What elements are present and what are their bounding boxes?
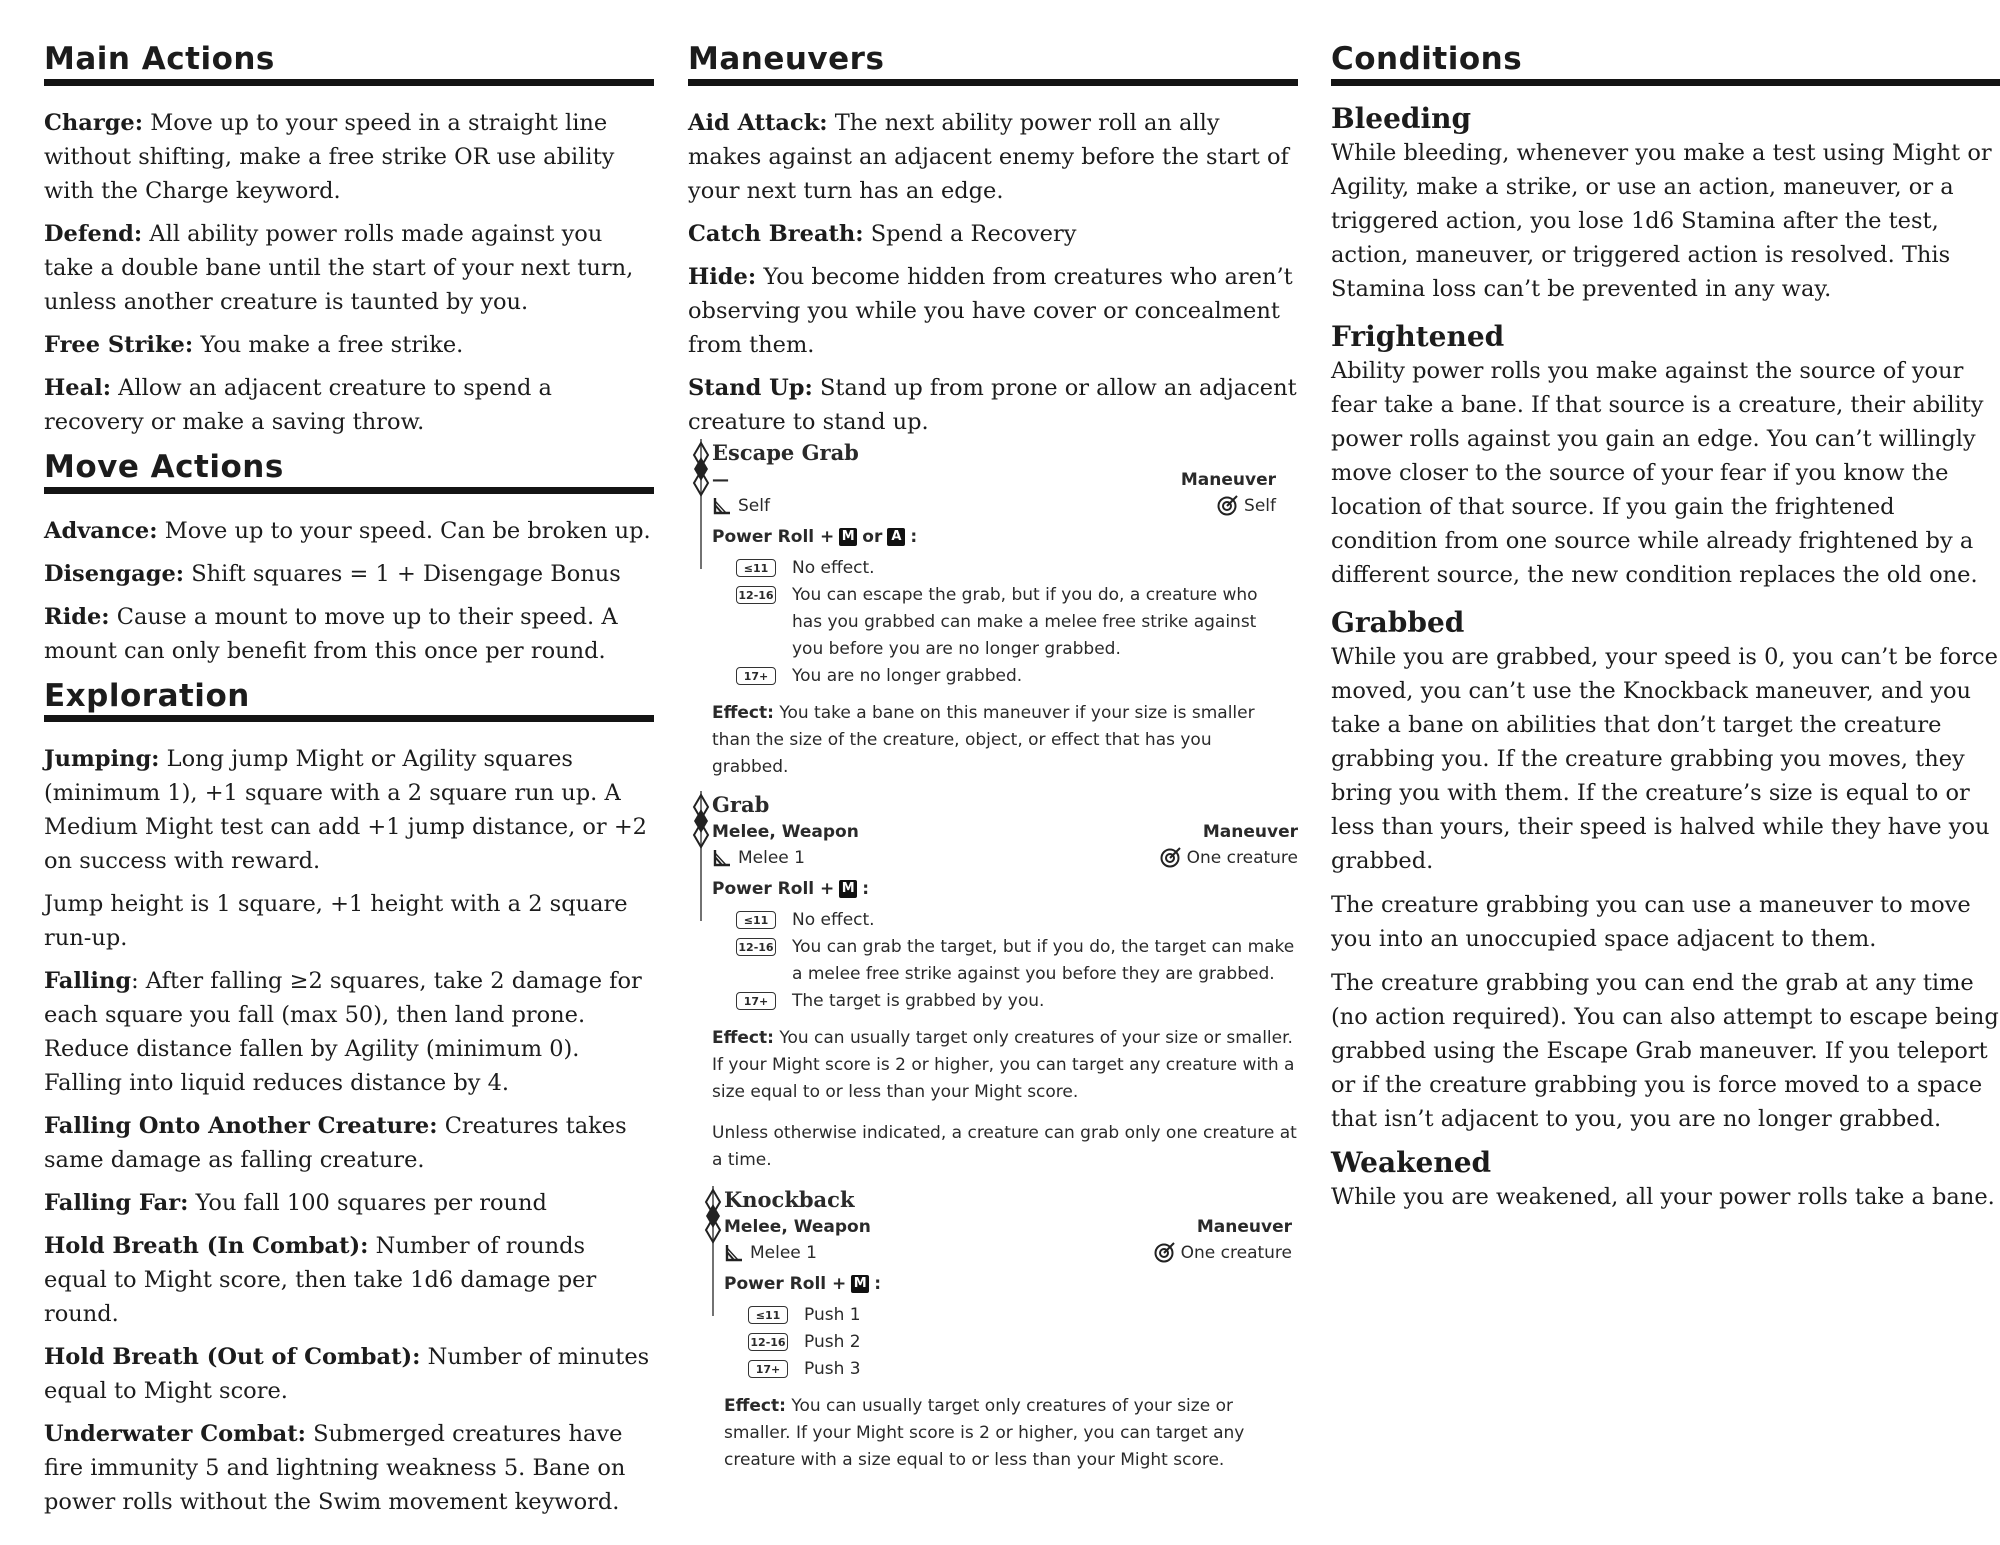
- power-roll-label: Power Roll +: [724, 1273, 847, 1294]
- tier-3-badge: 17+: [736, 992, 776, 1010]
- entry-text: Number of rounds equal to Might score, then take 1d6 damage per round.: [44, 1233, 597, 1328]
- main-action-entry: [44, 371, 654, 439]
- ability-keywords-row: [724, 1214, 1292, 1240]
- exploration-entry: [44, 1417, 654, 1519]
- tier-text: You are no longer grabbed.: [792, 665, 1023, 686]
- target-icon: [1216, 495, 1238, 517]
- target-icon: [1153, 1242, 1175, 1264]
- power-roll-label: Power Roll +: [712, 878, 835, 899]
- effect-label: Effect:: [724, 1395, 786, 1416]
- exploration-heading: Exploration: [44, 677, 654, 723]
- entry-term: Ride:: [44, 603, 110, 630]
- distance-icon: [724, 1243, 744, 1263]
- tier-row: [736, 907, 1298, 934]
- column-left: [44, 40, 654, 1528]
- tier-text: No effect.: [792, 557, 875, 578]
- entry-text: Cause a mount to move up to their speed. A mount can only benefit from this once per round.: [44, 603, 618, 664]
- ability-name: Grab: [712, 791, 770, 817]
- exploration-entry: [44, 742, 654, 878]
- tier-row: [736, 988, 1298, 1015]
- ability-target: Self: [1244, 495, 1276, 516]
- exploration-list: [44, 742, 654, 1519]
- tier-1-badge: ≤11: [736, 911, 776, 929]
- entry-text: Move up to your speed. Can be broken up.: [164, 517, 651, 544]
- tier-2-badge: 12-16: [736, 586, 776, 604]
- ability-distance-row: [712, 845, 1298, 871]
- main-actions-list: [44, 106, 654, 439]
- ability-keywords-row: [712, 819, 1298, 845]
- entry-term: Disengage:: [44, 560, 185, 587]
- ability-name: Escape Grab: [712, 439, 859, 465]
- entry-term: Free Strike:: [44, 331, 194, 358]
- entry-text: Spend a Recovery: [870, 220, 1077, 247]
- main-action-entry: [44, 217, 654, 319]
- ability-keywords: Melee, Weapon: [724, 1216, 871, 1237]
- conditions-heading: Conditions: [1331, 40, 2000, 86]
- column-right: [1331, 40, 2000, 1224]
- tier-row: [748, 1356, 1292, 1383]
- main-action-entry: [44, 106, 654, 208]
- ability-effect: [712, 1025, 1298, 1106]
- move-action-entry: [44, 514, 654, 548]
- exploration-entry: [44, 1340, 654, 1408]
- ability-rail-ornament: [702, 1186, 724, 1316]
- entry-term: Charge:: [44, 109, 144, 136]
- tier-text: Push 2: [804, 1331, 861, 1352]
- entry-text: Number of minutes equal to Might score.: [44, 1344, 650, 1405]
- move-actions-heading: Move Actions: [44, 448, 654, 494]
- ability-type: Maneuver: [1196, 1216, 1292, 1237]
- entry-term: Falling Onto Another Creature:: [44, 1113, 438, 1140]
- entry-term: Jumping:: [44, 746, 160, 773]
- distance-icon: [712, 496, 732, 516]
- exploration-entry: [44, 887, 654, 955]
- move-action-entry: [44, 600, 654, 668]
- condition-name: Grabbed: [1331, 605, 1465, 639]
- exploration-entry: [44, 1109, 654, 1177]
- exploration-entry: [44, 1229, 654, 1331]
- condition-text: The creature grabbing you can end the grab at any time (no action required). You can also attempt to escape being grabbed using the Escape Grab maneuver. If you teleport or if the creature grabbing you is force moved to a space that isn’t adjacent to you, you are no longer grabbed.: [1331, 969, 1999, 1132]
- maneuver-entry: [688, 217, 1298, 251]
- entry-term: Underwater Combat:: [44, 1421, 306, 1448]
- characteristic-agility-icon: A: [887, 528, 905, 546]
- effect-text: You can usually target only creatures of your size or smaller. If your Might score is 2 or higher, you can target any creature with a size equal to or less than your Might score.: [724, 1395, 1245, 1470]
- ability-card-grab: [688, 791, 1298, 1174]
- entry-term: Falling: [44, 968, 132, 995]
- ability-name: Knockback: [724, 1186, 855, 1212]
- condition-bleeding: [1331, 102, 2000, 306]
- entry-term: Heal:: [44, 374, 112, 401]
- tier-text: Push 1: [804, 1304, 861, 1325]
- entry-term: Stand Up:: [688, 374, 813, 401]
- ability-effect: [712, 700, 1276, 781]
- power-roll-label: Power Roll +: [712, 526, 835, 547]
- tier-text: You can escape the grab, but if you do, a creature who has you grabbed can make a melee free strike against you before you are no longer grabbed.: [792, 584, 1258, 659]
- characteristic-might-icon: M: [851, 1275, 869, 1293]
- condition-name: Weakened: [1331, 1145, 1492, 1179]
- condition-text: While you are weakened, all your power rolls take a bane.: [1331, 1183, 1995, 1210]
- condition-text: While you are grabbed, your speed is 0, you can’t be force moved, you can’t use the Knockback maneuver, and you take a bane on abilities that don’t target the creature grabbing you. If the creature grabbing you moves, they bring you with them. If the creature’s size is equal to or less than yours, their speed is halved while they have you grabbed.: [1331, 643, 1998, 874]
- ability-effect: [724, 1393, 1292, 1474]
- entry-text: Shift squares = 1 + Disengage Bonus: [191, 560, 621, 587]
- tier-text: The target is grabbed by you.: [792, 990, 1045, 1011]
- tier-3-badge: 17+: [736, 667, 776, 685]
- entry-text: Allow an adjacent creature to spend a recovery or make a saving throw.: [44, 374, 552, 435]
- condition-name: Frightened: [1331, 319, 1505, 353]
- power-roll-join: or: [862, 526, 883, 547]
- ability-type: Maneuver: [1202, 821, 1298, 842]
- ability-distance-row: [712, 493, 1276, 519]
- tier-row: [736, 934, 1298, 988]
- entry-term: Hold Breath (Out of Combat):: [44, 1344, 421, 1371]
- tier-text: Push 3: [804, 1358, 861, 1379]
- maneuvers-heading: Maneuvers: [688, 40, 1298, 86]
- ability-target: One creature: [1180, 1242, 1292, 1263]
- main-action-entry: [44, 328, 654, 362]
- entry-term: Hold Breath (In Combat):: [44, 1233, 369, 1260]
- tier-text: No effect.: [792, 909, 875, 930]
- tier-2-badge: 12-16: [748, 1333, 788, 1351]
- ability-keywords-row: [712, 467, 1276, 493]
- maneuver-entry: [688, 260, 1298, 362]
- entry-text: The next ability power roll an ally makes against an adjacent enemy before the start of your next turn has an edge.: [688, 109, 1289, 204]
- condition-frightened: [1331, 320, 2000, 592]
- entry-term: Advance:: [44, 517, 158, 544]
- entry-text: You make a free strike.: [200, 331, 464, 358]
- power-roll-line: Power Roll + M or A :: [712, 526, 918, 547]
- effect-label: Effect:: [712, 1027, 774, 1048]
- tier-1-badge: ≤11: [748, 1306, 788, 1324]
- tier-1-badge: ≤11: [736, 559, 776, 577]
- tier-2-badge: 12-16: [736, 938, 776, 956]
- power-roll-line: Power Roll + M :: [724, 1273, 882, 1294]
- ability-keywords: —: [712, 469, 729, 490]
- condition-name: Bleeding: [1331, 101, 1472, 135]
- tier-row: [736, 582, 1276, 663]
- entry-text: Submerged creatures have fire immunity 5 and lightning weakness 5. Bane on power rolls without the Swim movement keyword.: [44, 1421, 626, 1516]
- characteristic-might-icon: M: [839, 880, 857, 898]
- tier-row: [748, 1302, 1292, 1329]
- exploration-entry: [44, 1186, 654, 1220]
- entry-text: You become hidden from creatures who aren’t observing you while you have cover or concealment from them.: [688, 263, 1293, 358]
- effect-text: You can usually target only creatures of your size or smaller. If your Might score is 2 or higher, you can target any creature with a size equal to or less than your Might score.: [712, 1027, 1295, 1102]
- entry-text: Jump height is 1 square, +1 height with a 2 square run-up.: [44, 891, 628, 952]
- ability-distance: Melee 1: [750, 1242, 817, 1263]
- tier-row: [736, 663, 1276, 690]
- target-icon: [1159, 847, 1181, 869]
- entry-term: Falling Far:: [44, 1190, 189, 1217]
- entry-text: You fall 100 squares per round: [195, 1190, 547, 1217]
- move-actions-list: [44, 514, 654, 668]
- maneuver-entry: [688, 371, 1298, 439]
- exploration-entry: [44, 964, 654, 1100]
- ability-target: One creature: [1186, 847, 1298, 868]
- tier-3-badge: 17+: [748, 1360, 788, 1378]
- entry-text: Creatures takes same damage as falling creature.: [44, 1113, 627, 1174]
- ability-rail-ornament: [690, 439, 712, 569]
- ability-distance: Melee 1: [738, 847, 805, 868]
- ability-distance-row: [724, 1240, 1292, 1266]
- move-action-entry: [44, 557, 654, 591]
- condition-weakened: [1331, 1146, 2000, 1214]
- ability-card-escape-grab: [688, 439, 1276, 781]
- power-roll-line: Power Roll + M :: [712, 878, 870, 899]
- conditions-list: [1331, 102, 2000, 1214]
- distance-icon: [712, 848, 732, 868]
- entry-text: Move up to your speed in a straight line without shifting, make a free strike OR use ability with the Charge keyword.: [44, 109, 615, 204]
- ability-distance: Self: [738, 495, 770, 516]
- effect-label: Effect:: [712, 702, 774, 723]
- column-middle: [688, 40, 1298, 1474]
- entry-term: Hide:: [688, 263, 757, 290]
- condition-grabbed: [1331, 606, 2000, 1136]
- ability-rail-ornament: [690, 791, 712, 921]
- entry-text: : After falling ≥2 squares, take 2 damage for each square you fall (max 50), then land prone. Reduce distance fallen by Agility (minimum 0). Falling into liquid reduces distance by 4.: [44, 968, 642, 1097]
- ability-keywords: Melee, Weapon: [712, 821, 859, 842]
- characteristic-might-icon: M: [839, 528, 857, 546]
- maneuvers-list: [688, 106, 1298, 439]
- tier-text: You can grab the target, but if you do, the target can make a melee free strike against you before they are grabbed.: [792, 936, 1295, 984]
- entry-term: Defend:: [44, 220, 143, 247]
- entry-term: Aid Attack:: [688, 109, 828, 136]
- tier-row: [748, 1329, 1292, 1356]
- effect-text: You take a bane on this maneuver if your size is smaller than the size of the creature, object, or effect that has you grabbed.: [712, 702, 1255, 777]
- main-actions-heading: Main Actions: [44, 40, 654, 86]
- condition-text: While bleeding, whenever you make a test using Might or Agility, make a strike, or use an action, maneuver, or a triggered action, you lose 1d6 Stamina after the test, action, maneuver, or triggered action is resolved. This Stamina loss can’t be prevented in any way.: [1331, 139, 1992, 302]
- entry-text: All ability power rolls made against you take a double bane until the start of your next turn, unless another creature is taunted by you.: [44, 220, 634, 315]
- entry-text: Stand up from prone or allow an adjacent creature to stand up.: [688, 374, 1297, 435]
- condition-text: The creature grabbing you can use a maneuver to move you into an unoccupied space adjacent to them.: [1331, 891, 1971, 952]
- ability-note: Unless otherwise indicated, a creature can grab only one creature at a time.: [712, 1122, 1297, 1170]
- condition-text: Ability power rolls you make against the source of your fear take a bane. If that source is a creature, their ability power rolls against you gain an edge. You can’t willingly move closer to the source of your fear if you know the location of that source. If you gain the frightened condition from one source while already frightened by a different source, the new condition replaces the old one.: [1331, 357, 1984, 588]
- entry-text: Long jump Might or Agility squares (minimum 1), +1 square with a 2 square run up. A Medium Might test can add +1 jump distance, or +2 on success with reward.: [44, 746, 647, 875]
- ability-type: Maneuver: [1180, 469, 1276, 490]
- tier-row: [736, 555, 1276, 582]
- ability-card-knockback: [700, 1186, 1292, 1474]
- maneuver-entry: [688, 106, 1298, 208]
- entry-term: Catch Breath:: [688, 220, 864, 247]
